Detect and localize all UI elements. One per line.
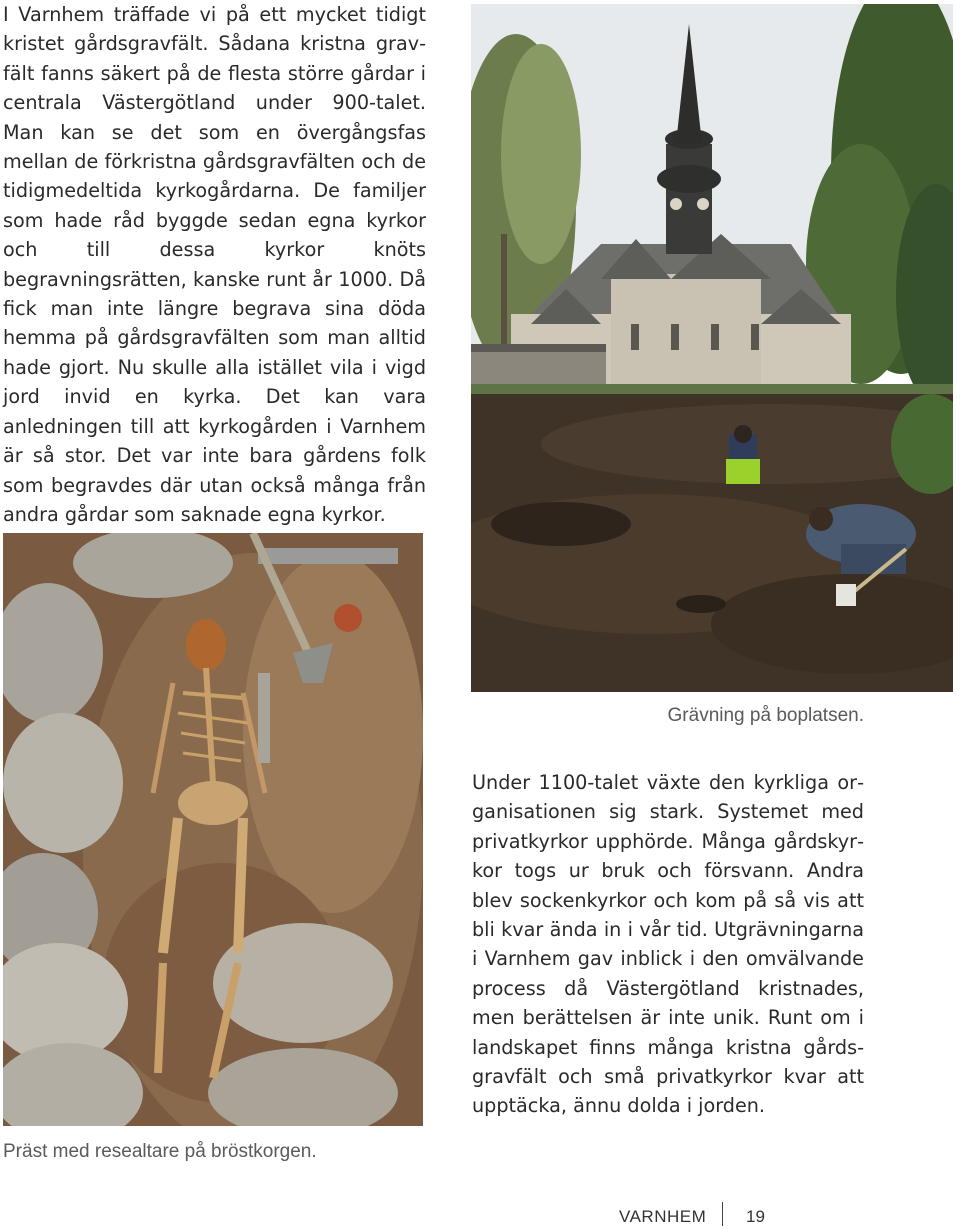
footer-divider	[722, 1202, 723, 1226]
footer-page-number: 19	[746, 1207, 765, 1226]
footer-publication-title: VARNHEM	[619, 1207, 707, 1226]
excavation-church-photo	[471, 4, 953, 692]
page-footer	[600, 1200, 800, 1230]
body-paragraph-right: Under 1100-talet växte den kyrkliga organisationen sig stark. Systemet med privatkyrkor upphörde. Många gårdskyrkor togs ur bruk och försvann. Andra blev sockenkyrkor och kom på så vis att bli kvar ända in i vår tid. Utgrävningarna i Varnhem gav inblick i den omvälvande process då Västergötland kristnades, men berättelsen är inte unik. Runt om i landskapet finns många kristna gårdsgravfält och små privatkyrkor kvar att upptäcka, ännu dolda i jorden.	[472, 771, 864, 1118]
photo-caption-skeleton: Präst med resealtare på bröstkorgen.	[3, 1141, 317, 1162]
photo-caption-church: Grävning på boplatsen.	[667, 705, 864, 726]
body-paragraph-left: I Varnhem träffade vi på ett mycket tidigt kristet gårdsgravfält. Sådana kristna gravfält fanns säkert på de flesta större gårdar i centrala Västergötland under 900-talet. Man kan se det som en övergångsfas mellan de förkristna gårdsgravfälten och de tidigmedeltida kyrkogårdarna. De familjer som hade råd byggde sedan egna kyrkor och till dessa kyrkor knöts begravningsrätten, kanske runt år 1000. Då fick man inte längre begrava sina döda hemma på gårdsgravfälten som man alltid hade gjort. Nu skulle alla istället vila i vigd jord invid en kyrka. Det kan vara anledningen till att kyrkogården i Varnhem är så stor. Det var inte bara gårdens folk som begravdes där utan också många från andra gårdar som saknade egna kyrkor.	[3, 3, 426, 526]
skeleton-grave-photo	[3, 533, 423, 1126]
